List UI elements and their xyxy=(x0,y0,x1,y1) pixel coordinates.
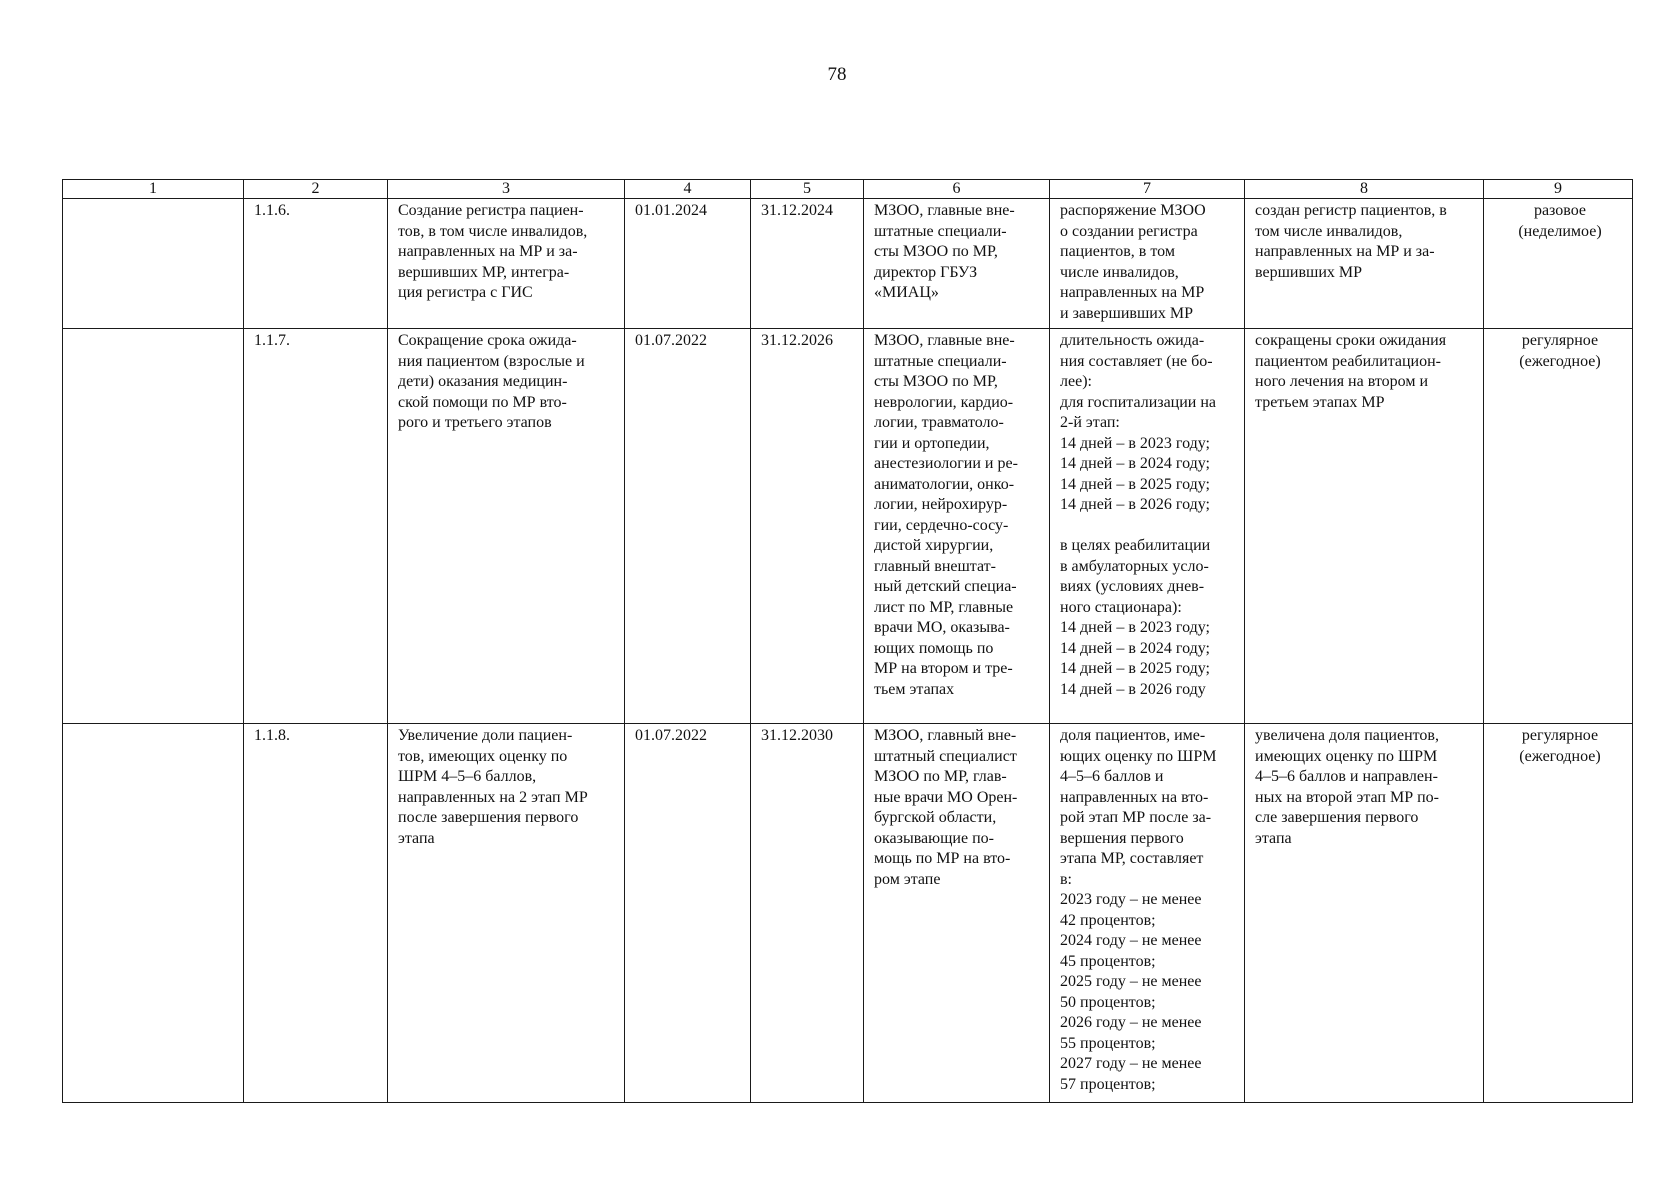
text-line: в целях реабилитации xyxy=(1060,537,1211,554)
text-line: ные врачи МО Орен- xyxy=(874,788,1018,806)
text-line: после завершения первого xyxy=(398,809,579,826)
expected-result xyxy=(1245,329,1484,724)
column-header: 7 xyxy=(1050,180,1245,199)
text-line: виях (условиях днев- xyxy=(1060,578,1205,595)
text-line: в: xyxy=(1060,870,1072,888)
text-line: увеличена доля пациентов, xyxy=(1255,727,1439,744)
text-line: этапа xyxy=(1255,829,1292,847)
text-line: ных на второй этап МР по- xyxy=(1255,788,1439,806)
text-line: вершивших МР xyxy=(1255,263,1363,281)
text-line: числе инвалидов, xyxy=(1060,263,1179,281)
text-line: 2025 году – не менее xyxy=(1060,973,1202,990)
text-line: имеющих оценку по ШРМ xyxy=(1255,747,1438,765)
text-line: 2024 году – не менее xyxy=(1060,932,1202,949)
text-line: сле завершения первого xyxy=(1255,809,1419,826)
text-line: дистой хирургии, xyxy=(874,537,994,554)
text-line: 14 дней – в 2023 году; xyxy=(1060,619,1210,636)
text-line: сокращены сроки ожидания xyxy=(1255,332,1447,349)
text-line: 14 дней – в 2024 году; xyxy=(1060,639,1210,657)
text-line: ция регистра с ГИС xyxy=(398,284,533,301)
text-line: пациентов, в том xyxy=(1060,243,1175,260)
text-line: и завершивших МР xyxy=(1060,304,1193,322)
responsible-parties xyxy=(864,329,1050,724)
text-line: дети) оказания медицин- xyxy=(398,373,568,390)
text-line: длительность ожида- xyxy=(1060,332,1205,349)
text-line: (неделимое) xyxy=(1518,222,1602,240)
text-line: 42 процентов; xyxy=(1060,911,1156,929)
text-line: врачи МО, оказыва- xyxy=(874,619,1010,636)
text-line: для госпитализации на xyxy=(1060,393,1217,411)
column-header: 2 xyxy=(244,180,388,199)
text-line: тьем этапах xyxy=(874,680,955,698)
text-line: распоряжение МЗОО xyxy=(1060,202,1206,219)
text-line: рого и третьего этапов xyxy=(398,414,552,431)
text-line: направленных на 2 этап МР xyxy=(398,788,588,806)
text-line: штатные специали- xyxy=(874,352,1007,370)
column-header: 3 xyxy=(388,180,625,199)
responsible-parties xyxy=(864,199,1050,329)
column-header: 9 xyxy=(1484,180,1633,199)
text-line: (ежегодное) xyxy=(1519,747,1601,765)
text-line: мощь по МР на вто- xyxy=(874,850,1011,867)
text-line: направленных на вто- xyxy=(1060,788,1209,806)
measure-code: 1.1.8. xyxy=(244,724,388,1103)
performance-indicator xyxy=(1050,724,1245,1103)
text-line: Создание регистра пациен- xyxy=(398,202,584,219)
text-line: МЗОО, главные вне- xyxy=(874,332,1015,349)
measure-name xyxy=(388,199,625,329)
text-line: 55 процентов; xyxy=(1060,1034,1156,1052)
column-header: 5 xyxy=(751,180,864,199)
text-line: гии, сердечно-сосу- xyxy=(874,516,1009,534)
column-header: 4 xyxy=(625,180,751,199)
measure-type xyxy=(1484,329,1633,724)
text-line: 14 дней – в 2024 году; xyxy=(1060,455,1210,472)
measure-code: 1.1.6. xyxy=(244,199,388,329)
end-date: 31.12.2024 xyxy=(751,199,864,329)
text-line: Сокращение срока ожида- xyxy=(398,332,577,349)
text-line: третьем этапах МР xyxy=(1255,393,1385,411)
text-line: МЗОО, главный вне- xyxy=(874,727,1017,744)
text-line: анестезиологии и ре- xyxy=(874,455,1018,472)
measure-name xyxy=(388,724,625,1103)
page-number: 78 xyxy=(827,64,847,85)
text-line: направленных на МР и за- xyxy=(398,243,578,260)
end-date: 31.12.2026 xyxy=(751,329,864,724)
text-line: ром этапе xyxy=(874,870,941,888)
expected-result xyxy=(1245,724,1484,1103)
measure-type xyxy=(1484,199,1633,329)
text-line: том числе инвалидов, xyxy=(1255,222,1403,240)
measure-code: 1.1.7. xyxy=(244,329,388,724)
text-line: 2-й этап: xyxy=(1060,414,1120,431)
end-date: 31.12.2030 xyxy=(751,724,864,1103)
text-line: главный внештат- xyxy=(874,557,996,575)
text-line: МЗОО, главные вне- xyxy=(874,202,1015,219)
column-number-row xyxy=(63,180,1633,199)
text-line: 4–5–6 баллов и xyxy=(1060,768,1164,785)
text-line: 4–5–6 баллов и направлен- xyxy=(1255,768,1438,785)
text-line: 57 процентов; xyxy=(1060,1075,1156,1093)
text-line: оказывающие по- xyxy=(874,829,994,847)
text-line: Увеличение доли пациен- xyxy=(398,727,573,744)
text-line: в амбулаторных усло- xyxy=(1060,557,1209,575)
text-line: ющих оценку по ШРМ xyxy=(1060,747,1217,765)
text-line: тов, в том числе инвалидов, xyxy=(398,222,588,240)
text-line xyxy=(1060,516,1238,537)
text-line: лист по МР, главные xyxy=(874,598,1014,616)
text-line: гии и ортопедии, xyxy=(874,434,990,452)
text-line: 2027 году – не менее xyxy=(1060,1055,1202,1072)
text-line: «МИАЦ» xyxy=(874,284,939,301)
performance-indicator xyxy=(1050,199,1245,329)
text-line: МР на втором и тре- xyxy=(874,660,1013,677)
text-line: этапа xyxy=(398,829,435,847)
text-line: 14 дней – в 2026 году; xyxy=(1060,496,1210,513)
text-line: тов, имеющих оценку по xyxy=(398,747,568,765)
text-line: (ежегодное) xyxy=(1519,352,1601,370)
text-line: вершения первого xyxy=(1060,829,1184,847)
text-line: ния пациентом (взрослые и xyxy=(398,352,585,370)
text-line: 14 дней – в 2025 году; xyxy=(1060,475,1210,493)
text-line: создан регистр пациентов, в xyxy=(1255,202,1447,219)
measure-name xyxy=(388,329,625,724)
text-line: 2026 году – не менее xyxy=(1060,1014,1202,1031)
text-line: неврологии, кардио- xyxy=(874,393,1014,411)
text-line: 14 дней – в 2023 году; xyxy=(1060,434,1210,452)
text-line: 14 дней – в 2026 году xyxy=(1060,680,1206,698)
start-date: 01.07.2022 xyxy=(625,329,751,724)
text-line: бургской области, xyxy=(874,809,997,826)
text-line: доля пациентов, име- xyxy=(1060,727,1206,744)
text-line: этапа МР, составляет xyxy=(1060,850,1204,867)
text-line: директор ГБУЗ xyxy=(874,263,978,281)
text-line: штатный специалист xyxy=(874,747,1017,765)
text-line: о создании регистра xyxy=(1060,222,1198,240)
column-header: 6 xyxy=(864,180,1050,199)
text-line: ния составляет (не бо- xyxy=(1060,352,1213,370)
cell-col1 xyxy=(63,724,244,1103)
text-line: логии, травматоло- xyxy=(874,414,1004,431)
performance-indicator xyxy=(1050,329,1245,724)
measure-type xyxy=(1484,724,1633,1103)
table-row xyxy=(63,329,1633,724)
text-line: штатные специали- xyxy=(874,222,1007,240)
text-line: 14 дней – в 2025 году; xyxy=(1060,660,1210,677)
text-line: вершивших МР, интегра- xyxy=(398,263,570,281)
table-row xyxy=(63,199,1633,329)
text-line: ской помощи по МР вто- xyxy=(398,393,567,411)
start-date: 01.07.2022 xyxy=(625,724,751,1103)
column-header: 8 xyxy=(1245,180,1484,199)
text-line: сты МЗОО по МР, xyxy=(874,373,998,390)
start-date: 01.01.2024 xyxy=(625,199,751,329)
text-line: МЗОО по МР, глав- xyxy=(874,768,1007,785)
table-row xyxy=(63,724,1633,1103)
text-line: регулярное xyxy=(1521,727,1599,744)
text-line: 2023 году – не менее xyxy=(1060,891,1202,908)
text-line: разовое xyxy=(1533,202,1587,219)
responsible-parties xyxy=(864,724,1050,1103)
cell-col1 xyxy=(63,199,244,329)
text-line: 50 процентов; xyxy=(1060,993,1156,1011)
text-line: логии, нейрохирур- xyxy=(874,496,1008,513)
text-line: лее): xyxy=(1060,373,1092,390)
text-line: сты МЗОО по МР, xyxy=(874,243,998,260)
text-line: ШРМ 4–5–6 баллов, xyxy=(398,768,537,785)
text-line: ющих помощь по xyxy=(874,639,994,657)
text-line: регулярное xyxy=(1521,332,1599,349)
text-line: рой этап МР после за- xyxy=(1060,809,1212,826)
text-line: 45 процентов; xyxy=(1060,952,1156,970)
text-line: ный детский специа- xyxy=(874,578,1017,595)
text-line: направленных на МР xyxy=(1060,284,1205,301)
plan-table xyxy=(62,179,1633,1103)
column-header: 1 xyxy=(63,180,244,199)
text-line: пациентом реабилитацион- xyxy=(1255,352,1442,370)
text-line: направленных на МР и за- xyxy=(1255,243,1435,260)
text-line: ного лечения на втором и xyxy=(1255,373,1429,390)
text-line: аниматологии, онко- xyxy=(874,475,1015,493)
expected-result xyxy=(1245,199,1484,329)
text-line: ного стационара): xyxy=(1060,598,1182,616)
cell-col1 xyxy=(63,329,244,724)
